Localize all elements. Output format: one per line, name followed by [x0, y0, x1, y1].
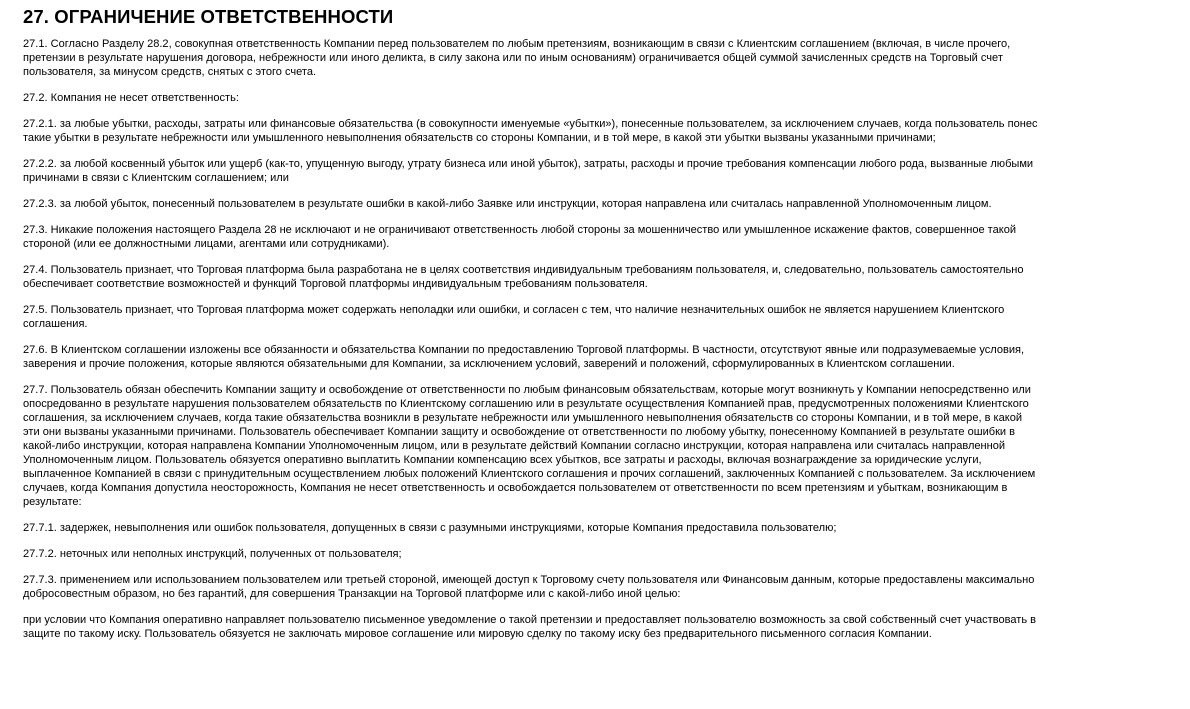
clause-27-5: 27.5. Пользователь признает, что Торговая платформа может содержать неполадки или ошибки, и согласен с тем, что наличие незначительных ошибок не является нарушением Клиентского соглашения. — [23, 304, 1005, 330]
clause-27-6: 27.6. В Клиентском соглашении изложены все обязанности и обязательства Компании по предоставлению Торговой платформы. В частности, отсутствуют явные или подразумеваемые условия, заверения и прочие положения, которые являются обязательными для Компании, за исключением условий, заверений и положений, сформулированных в Клиентском соглашении. — [23, 344, 1025, 370]
clause-27-7-2: 27.7.2. неточных или неполных инструкций, полученных от пользователя; — [23, 548, 402, 560]
clause-27-7-3: 27.7.3. применением или использованием пользователем или третьей стороной, имеющей доступ к Торговому счету пользователя или Финансовым данным, которые предоставлены максимально добросовестным образом, но без гарантий, для совершения Транзакции на Торговой платформе или с какой-либо иной целью: — [23, 574, 1035, 600]
clause-27-7: 27.7. Пользователь обязан обеспечить Компании защиту и освобождение от ответственности по любым финансовым обязательствам, которые могут возникнуть у Компании непосредственно или опосредованно в результате нарушения пользователем обязательств по Клиентскому соглашению или в результате осуществления Компанией прав, предусмотренных положениями Клиентского соглашения, за исключением случаев, когда такие обязательства возникли в результате небрежности или умышленного невыполнения обязательств со стороны Компании, и в той мере, в какой эти они вызваны указанными причинами. Пользователь обеспечивает Компании защиту и освобождение от ответственности по любому убытку, понесенному Компанией в результате ошибки в какой-либо инструкции, которая направлена Компании Уполномоченным лицом, или в результате действий Компании согласно инструкции, которая направлена или считалась направленной Уполномоченным лицом. Пользователь обязуется оперативно выплатить Компании компенсацию всех убытков, все затраты и расходы, включая вознаграждение за юридические услуги, выплаченное Компанией в связи с принудительным осуществлением любых положений Клиентского соглашения и прочих соглашений, заключенных Компанией с пользователем. За исключением случаев, когда Компания допустила неосторожность, Компания не несет ответственность и освобождается пользователем от ответственности по всем претензиям и убыткам, возникающим в результате: — [23, 384, 1036, 508]
clause-27-4: 27.4. Пользователь признает, что Торговая платформа была разработана не в целях соответствия индивидуальным требованиям пользователя, и, следовательно, пользователь самостоятельно обеспечивает соответствие возможностей и функций Торговой платформы индивидуальным требованиям пользователя. — [23, 264, 1024, 290]
clause-27-2-1: 27.2.1. за любые убытки, расходы, затраты или финансовые обязательства (в совокупности именуемые «убытки»), понесенные пользователем, за исключением случаев, когда пользователь понес такие убытки в результате небрежности или умышленного невыполнения обязательств со стороны Компании, и в той мере, в какой эти убытки вызваны указанными причинами; — [23, 118, 1038, 144]
clause-proviso: при условии что Компания оперативно направляет пользователю письменное уведомление о такой претензии и предоставляет пользователю возможность за свой собственный счет участвовать в защите по такому иску. Пользователь обязуется не заключать мировое соглашение или мировую сделку по такому иску без предварительного письменного согласия Компании. — [23, 614, 1037, 640]
clause-27-3: 27.3. Никакие положения настоящего Раздела 28 не исключают и не ограничивают ответственность любой стороны за мошенничество или умышленное искажение фактов, совершенное такой стороной (или ее должностными лицами, агентами или сотрудниками). — [23, 224, 1017, 250]
clause-27-2-2: 27.2.2. за любой косвенный убыток или ущерб (как-то, упущенную выгоду, утрату бизнеса или иной убыток), затраты, расходы и прочие требования компенсации любого рода, вызванные любыми причинами в связи с Клиентским соглашением; или — [23, 158, 1034, 184]
clause-27-2-3: 27.2.3. за любой убыток, понесенный пользователем в результате ошибки в какой-либо Заявке или инструкции, которая направлена или считалась направленной Уполномоченным лицом. — [23, 198, 992, 210]
clause-27-1: 27.1. Согласно Разделу 28.2, совокупная ответственность Компании перед пользователем по любым претензиям, возникающим в связи с Клиентским соглашением (включая, в числе прочего, претензии в результате нарушения договора, небрежности или иного деликта, в силу закона или по иным основаниям) ограничивается общей суммой зачисленных средств на Торговый счет пользователя, за минусом средств, снятых с этого счета. — [23, 38, 1011, 78]
clause-27-2: 27.2. Компания не несет ответственность: — [23, 92, 239, 104]
section-title: 27. ОГРАНИЧЕНИЕ ОТВЕТСТВЕННОСТИ — [23, 6, 394, 27]
clause-27-7-1: 27.7.1. задержек, невыполнения или ошибок пользователя, допущенных в связи с разумными инструкциями, которые Компания предоставила пользователю; — [23, 522, 837, 534]
